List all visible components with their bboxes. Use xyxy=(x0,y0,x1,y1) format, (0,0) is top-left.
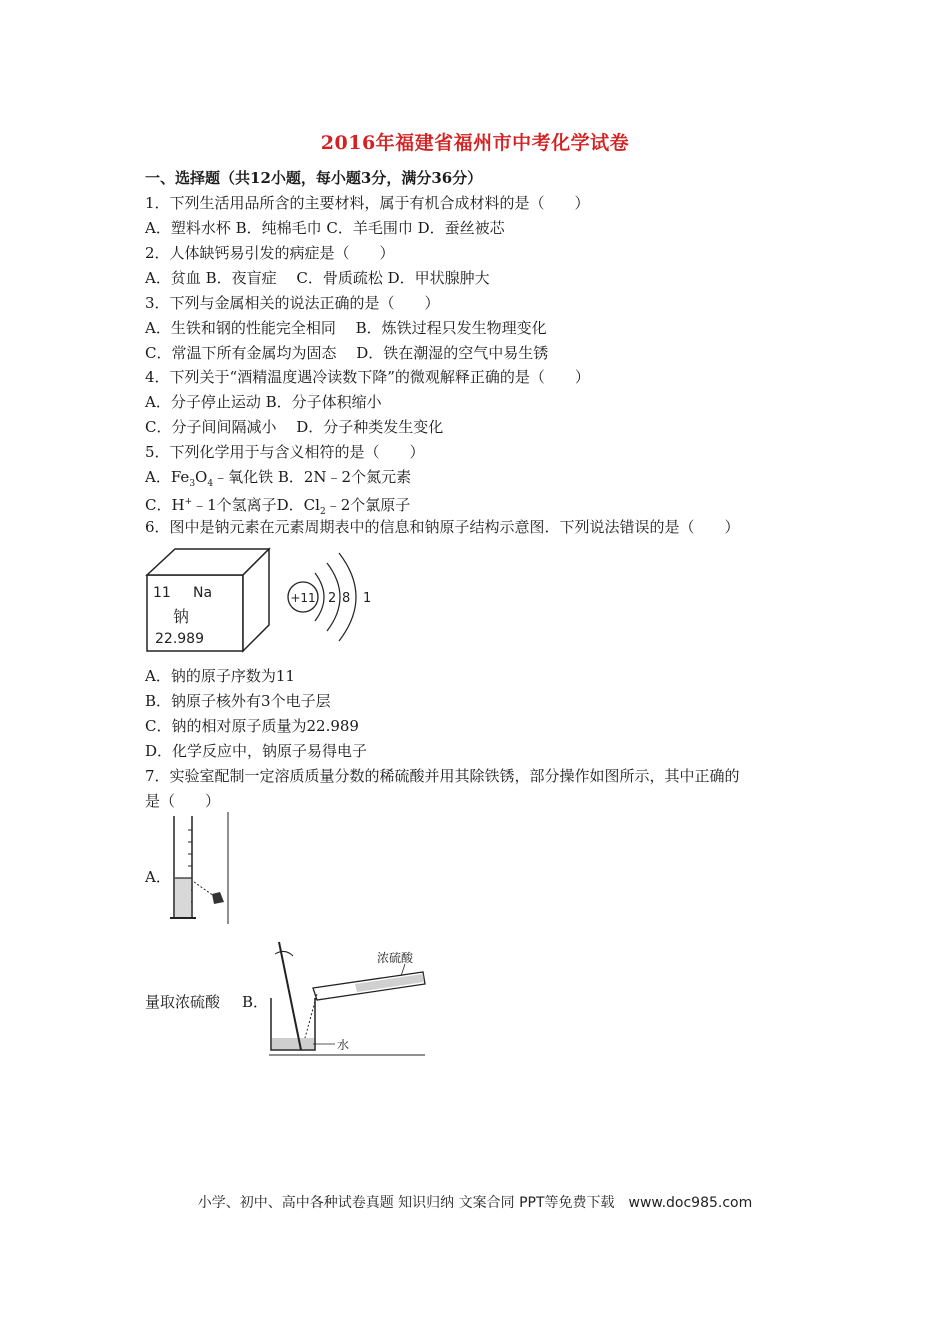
q6-option-d: D．化学反应中，钠原子易得电子 xyxy=(145,742,368,760)
element-name: 钠 xyxy=(173,607,190,626)
q7-option-a-label: A． xyxy=(145,868,171,886)
element-number: 11 xyxy=(153,585,171,601)
element-mass: 22.989 xyxy=(155,631,204,647)
water-label: 水 xyxy=(337,1038,350,1052)
q6-option-b: B．钠原子核外有3个电子层 xyxy=(145,692,331,710)
q1-options: A．塑料水杯 B．纯棉毛巾 C．羊毛围巾 D．蚕丝被芯 xyxy=(145,219,505,237)
q4-options-ab: A．分子停止运动 B．分子体积缩小 xyxy=(145,393,382,411)
page-footer: 小学、初中、高中各种试卷真题 知识归纳 文案合同 PPT等免费下载 www.doc985.com xyxy=(197,1195,753,1211)
stir-arrow-icon xyxy=(275,951,293,956)
shell-electrons-1: 2 xyxy=(328,591,337,606)
q2-stem: 2．人体缺钙易引发的病症是（ ） xyxy=(145,244,395,262)
q1-stem: 1．下列生活用品所含的主要材料，属于有机合成材料的是（ ） xyxy=(145,194,590,212)
q2-options: A．贫血 B．夜盲症 C．骨质疏松 D．甲状腺肿大 xyxy=(145,269,490,287)
q6-option-a: A．钠的原子序数为11 xyxy=(145,667,295,685)
measuring-cylinder-figure xyxy=(168,812,232,924)
q6-option-c: C．钠的相对原子质量为22.989 xyxy=(145,717,359,735)
acid-label: 浓硫酸 xyxy=(377,951,414,965)
q3-options-cd: C．常温下所有金属均为固态 D．铁在潮湿的空气中易生锈 xyxy=(145,344,549,362)
atom-diagram xyxy=(288,553,371,641)
q3-stem: 3．下列与金属相关的说法正确的是（ ） xyxy=(145,294,440,312)
nucleus-charge: +11 xyxy=(290,591,316,605)
q3-options-ab: A．生铁和钢的性能完全相同 B．炼铁过程只发生物理变化 xyxy=(145,319,547,337)
section-heading: 一、选择题（共12小题，每小题3分，满分36分） xyxy=(145,169,483,187)
element-symbol: Na xyxy=(193,585,213,601)
sight-line xyxy=(194,882,214,896)
dilution-figure xyxy=(265,938,430,1056)
q7-option-a-caption: 量取浓硫酸 xyxy=(145,993,221,1011)
q7-option-b-label: B． xyxy=(242,993,269,1011)
q5-options-ab: A．$Fe_3O_4﹣$氧化铁 B．2N﹣2个氮元素 xyxy=(145,468,412,489)
q5-stem: 5．下列化学用于与含义相符的是（ ） xyxy=(145,443,425,461)
eye-icon xyxy=(212,892,224,904)
glass-rod xyxy=(279,942,301,1050)
q7-stem-line1: 7．实验室配制一定溶质质量分数的稀硫酸并用其除铁锈，部分操作如图所示，其中正确的 xyxy=(145,767,740,785)
q7-stem-line2: 是（ ） xyxy=(145,792,221,810)
q4-options-cd: C．分子间间隔减小 D．分子种类发生变化 xyxy=(145,418,444,436)
liquid xyxy=(175,878,191,917)
sodium-figure xyxy=(145,545,375,655)
shell-electrons-2: 8 xyxy=(342,591,351,606)
shell-electrons-3: 1 xyxy=(363,591,372,606)
q5-options-cd: C．H+﹣1个氢离子D．$Cl_2﹣2$个氯原子 xyxy=(145,496,411,517)
beaker-water xyxy=(272,1038,314,1049)
exam-title: 2016年福建省福州市中考化学试卷 xyxy=(320,132,630,154)
q4-stem: 4．下列关于“酒精温度遇冷读数下降”的微观解释正确的是（ ） xyxy=(145,368,590,386)
q6-stem: 6．图中是钠元素在元素周期表中的信息和钠原子结构示意图．下列说法错误的是（ ） xyxy=(145,518,740,536)
